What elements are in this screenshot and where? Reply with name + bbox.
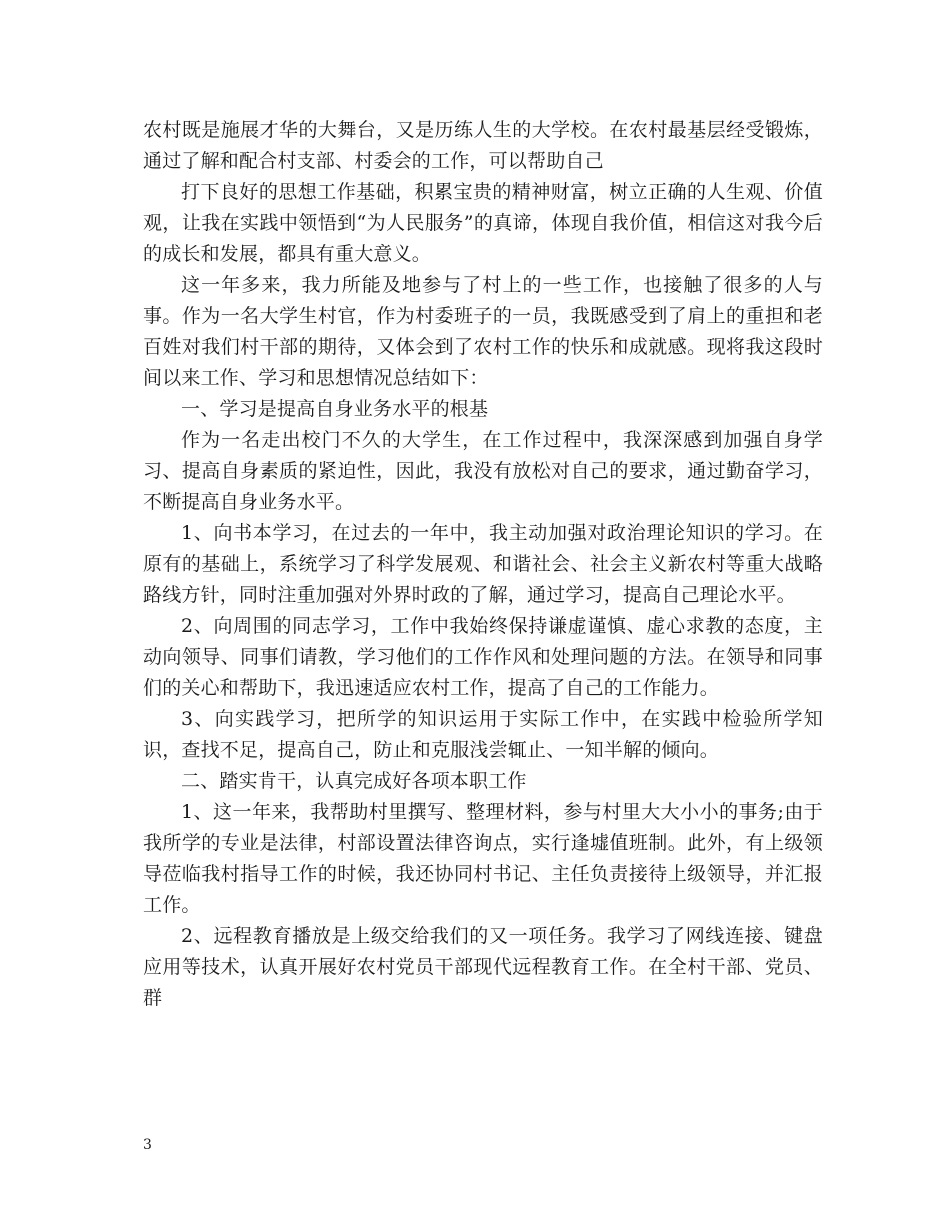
paragraph-2: 打下良好的思想工作基础，积累宝贵的精神财富，树立正确的人生观、价值观，让我在实践中领悟到“为人民服务”的真谛，体现自我价值，相信这对我今后的成长和发展，都具有重大意义。 (143, 181, 823, 265)
paragraph-8: 1、这一年来，我帮助村里撰写、整理材料，参与村里大大小小的事务;由于我所学的专业是法律，村部设置法律咨询点，实行逢墟值班制。此外，有上级领导莅临我村指导工作的时候，我还协同村书记、主任负责接待上级领导，并汇报工作。 (143, 801, 823, 916)
paragraph-4: 作为一名走出校门不久的大学生，在工作过程中，我深深感到加强自身学习、提高自身素质的紧迫性，因此，我没有放松对自己的要求，通过勤奋学习，不断提高自身业务水平。 (143, 429, 823, 513)
paragraph-7: 3、向实践学习，把所学的知识运用于实际工作中，在实践中检验所学知识，查找不足，提高自己，防止和克服浅尝辄止、一知半解的倾向。 (143, 708, 823, 761)
section-heading-1: 一、学习是提高自身业务水平的根基 (181, 398, 489, 420)
paragraph-6: 2、向周围的同志学习，工作中我始终保持谦虚谨慎、虚心求教的态度，主动向领导、同事们请教，学习他们的工作作风和处理问题的方法。在领导和同事们的关心和帮助下，我迅速适应农村工作，提高了自己的工作能力。 (143, 615, 823, 699)
paragraph-5: 1、向书本学习，在过去的一年中，我主动加强对政治理论知识的学习。在原有的基础上，系统学习了科学发展观、和谐社会、社会主义新农村等重大战略路线方针，同时注重加强对外界时政的了解，通过学习，提高自己理论水平。 (143, 522, 823, 606)
paragraph-1: 农村既是施展才华的大舞台，又是历练人生的大学校。在农村最基层经受锻炼，通过了解和配合村支部、村委会的工作，可以帮助自己 (143, 119, 823, 172)
paragraph-3: 这一年多来，我力所能及地参与了村上的一些工作，也接触了很多的人与事。作为一名大学生村官，作为村委班子的一员，我既感受到了肩上的重担和老百姓对我们村干部的期待，又体会到了农村工作的快乐和成就感。现将我这段时间以来工作、学习和思想情况总结如下： (143, 274, 823, 389)
document-body (143, 115, 823, 1014)
section-heading-2: 二、踏实肯干，认真完成好各项本职工作 (181, 770, 527, 792)
page-number: 3 (143, 1137, 152, 1153)
paragraph-9: 2、远程教育播放是上级交给我们的又一项任务。我学习了网线连接、键盘应用等技术，认真开展好农村党员干部现代远程教育工作。在全村干部、党员、群 (143, 925, 823, 1009)
